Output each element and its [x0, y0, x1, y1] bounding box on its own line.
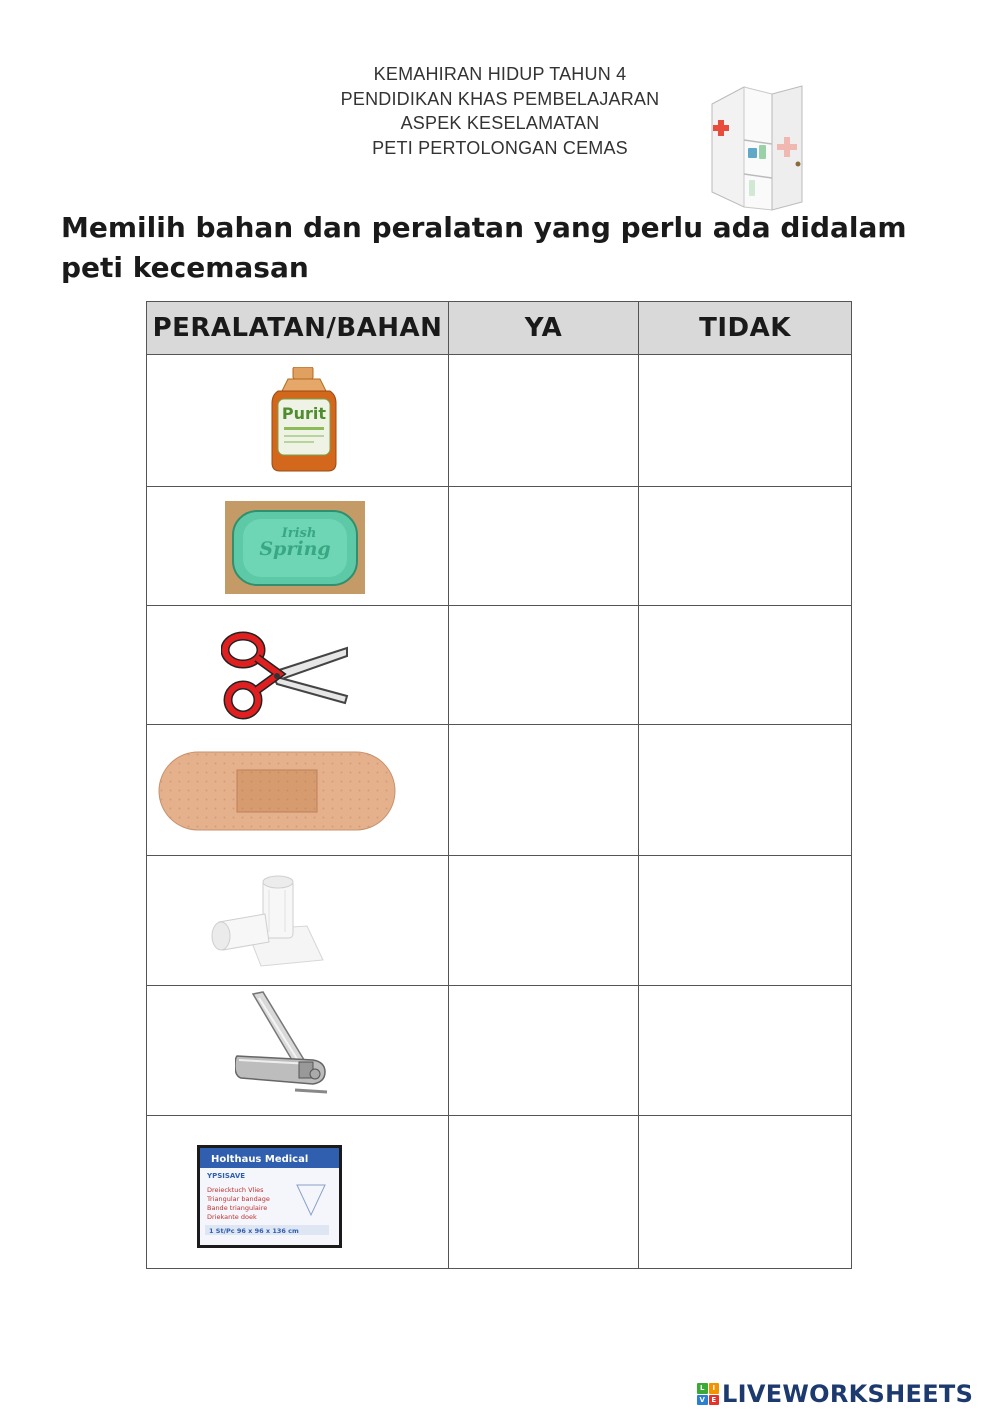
soap-label-line1: Irish [281, 526, 317, 541]
answer-yes-triangular-bandage[interactable] [449, 1116, 639, 1269]
answer-no-plaster[interactable] [639, 725, 852, 856]
worksheet-header [250, 62, 750, 160]
pack-brand: Holthaus Medical [211, 1154, 309, 1165]
liveworksheets-logo [697, 1380, 973, 1408]
item-cell-triangular-bandage [147, 1116, 449, 1269]
header-yes: YA [449, 302, 639, 355]
pack-size: 1 St/Pc 96 x 96 x 136 cm [209, 1227, 299, 1235]
logo-mark-e: E [709, 1395, 720, 1406]
table-row [147, 986, 852, 1116]
logo-mark-v: V [697, 1395, 708, 1406]
bandage-roll-icon [199, 870, 329, 970]
table-header-row [147, 302, 852, 355]
item-cell-antiseptic [147, 355, 449, 487]
item-cell-plaster [147, 725, 449, 856]
answer-yes-plaster[interactable] [449, 725, 639, 856]
worksheet-table [146, 301, 852, 1269]
answer-no-soap[interactable] [639, 487, 852, 606]
antiseptic-label: Purit [281, 404, 327, 423]
scissors-icon [221, 630, 349, 720]
pack-text-en: Triangular bandage [207, 1195, 270, 1203]
item-cell-soap [147, 487, 449, 606]
answer-yes-soap[interactable] [449, 487, 639, 606]
liveworksheets-mark-icon [697, 1383, 719, 1405]
answer-no-triangular-bandage[interactable] [639, 1116, 852, 1269]
liveworksheets-brand: LIVEWORKSHEETS [722, 1380, 974, 1408]
logo-mark-l: L [697, 1383, 708, 1394]
table-row [147, 856, 852, 986]
header-item: PERALATAN/BAHAN [147, 302, 449, 355]
logo-mark-i: I [709, 1383, 720, 1394]
triangular-bandage-pack-icon [197, 1145, 342, 1248]
pack-product: YPSISAVE [207, 1172, 246, 1180]
answer-yes-scissors[interactable] [449, 606, 639, 725]
table-row [147, 725, 852, 856]
soap-label-line2: Spring [259, 538, 331, 560]
item-cell-bandage [147, 856, 449, 986]
header-line-subject: KEMAHIRAN HIDUP TAHUN 4 [373, 64, 627, 84]
pack-text-de: Dreiecktuch Vlies [207, 1186, 264, 1194]
table-row [147, 487, 852, 606]
plaster-icon [157, 750, 397, 832]
nail-clipper-icon [235, 990, 335, 1100]
answer-no-antiseptic[interactable] [639, 355, 852, 487]
instruction-text: Memilih bahan dan peralatan yang perlu ada didalam peti kecemasan [61, 211, 907, 284]
table-row [147, 355, 852, 487]
header-line-program: PENDIDIKAN KHAS PEMBELAJARAN [340, 88, 660, 109]
answer-yes-antiseptic[interactable] [449, 355, 639, 487]
header-line-topic: PETI PERTOLONGAN CEMAS [372, 137, 628, 158]
answer-no-bandage[interactable] [639, 856, 852, 986]
header-line-aspect: ASPEK KESELAMATAN [400, 113, 600, 133]
answer-no-scissors[interactable] [639, 606, 852, 725]
answer-yes-nail-clipper[interactable] [449, 986, 639, 1116]
item-cell-nail-clipper [147, 986, 449, 1116]
pack-text-fr: Bande triangulaire [207, 1204, 268, 1212]
antiseptic-bottle-icon [264, 367, 344, 473]
item-cell-scissors [147, 606, 449, 725]
first-aid-cabinet-icon [708, 82, 808, 217]
answer-yes-bandage[interactable] [449, 856, 639, 986]
pack-text-nl: Driekante doek [207, 1213, 257, 1221]
soap-bar-icon [225, 501, 365, 594]
header-no: TIDAK [639, 302, 852, 355]
table-row [147, 606, 852, 725]
answer-no-nail-clipper[interactable] [639, 986, 852, 1116]
table-row [147, 1116, 852, 1269]
